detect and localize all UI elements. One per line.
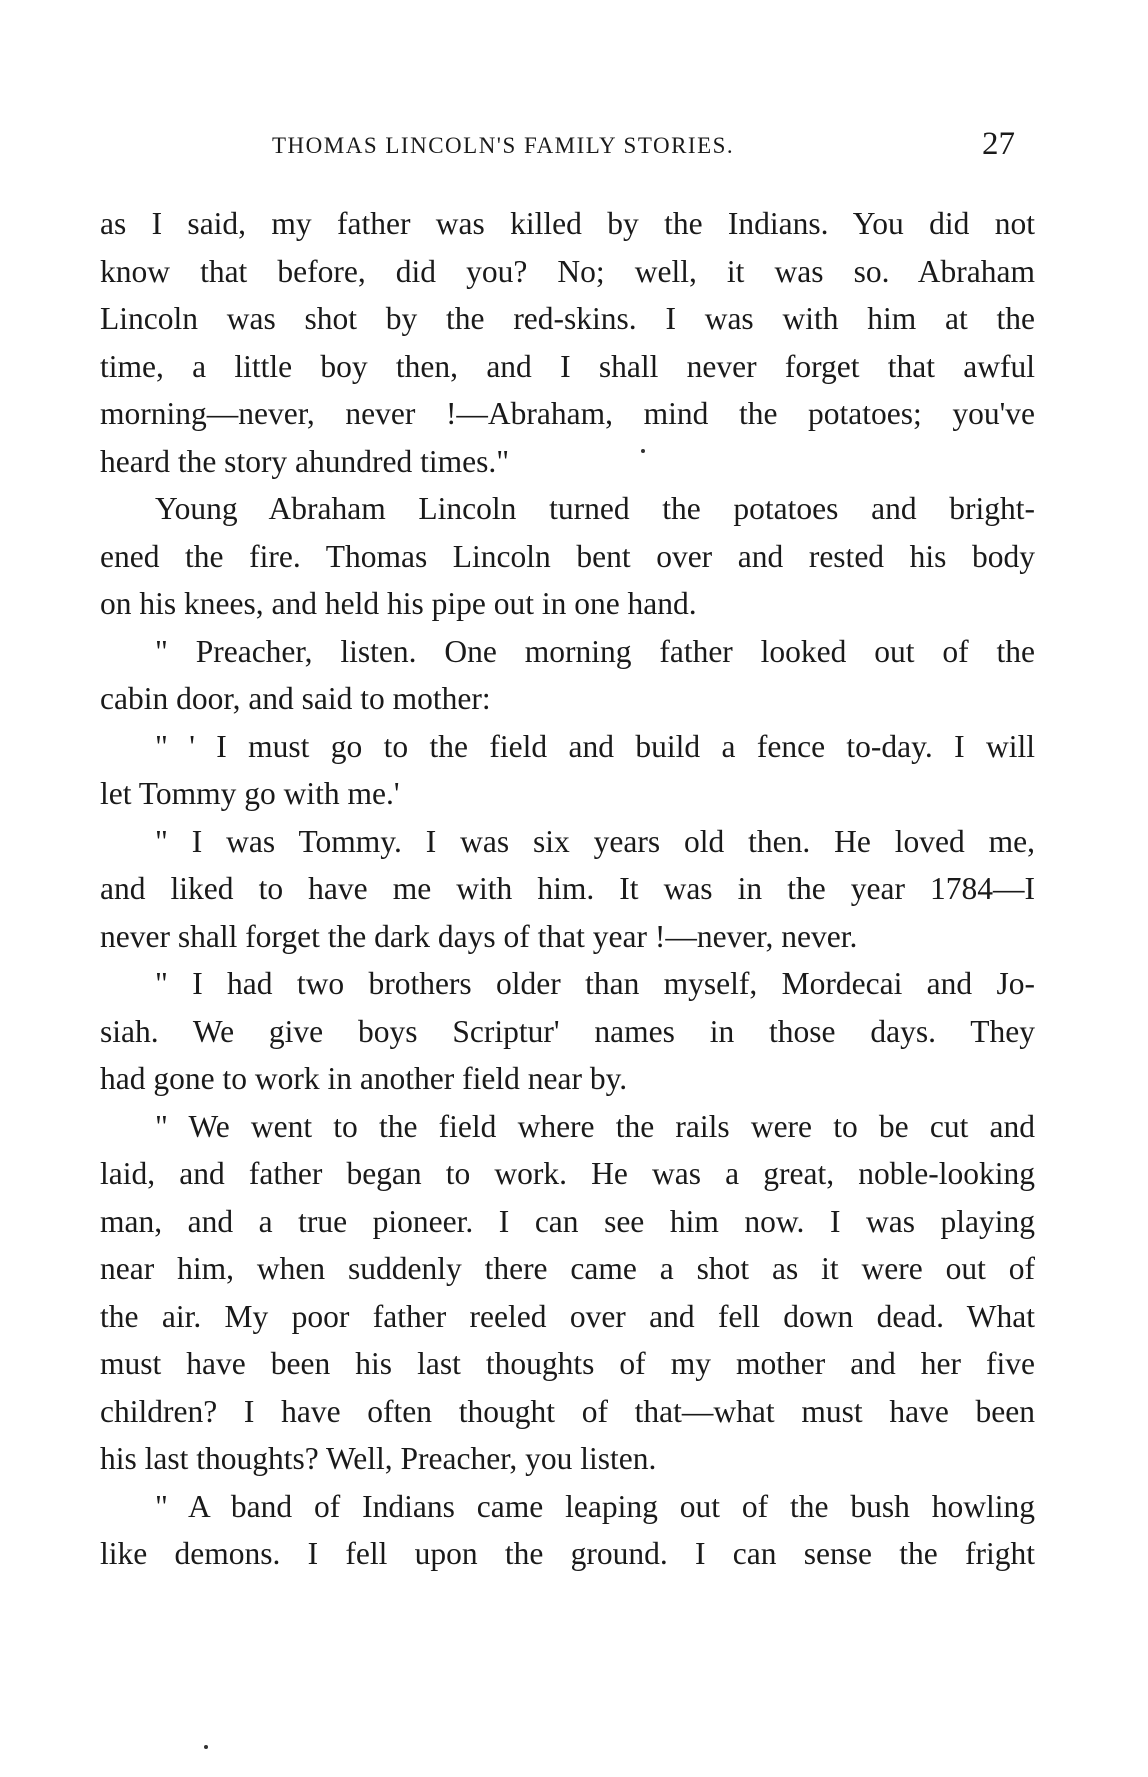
text-line: time, a little boy then, and I shall never forget that awful xyxy=(100,348,1035,384)
text-line: the air. My poor father reeled over and fell down dead. What xyxy=(100,1298,1035,1334)
text-line: " Preacher, listen. One morning father looked out of the xyxy=(155,633,1035,669)
text-line: as I said, my father was killed by the Indians. You did not xyxy=(100,206,1035,241)
print-speck xyxy=(641,449,645,453)
text-line: man, and a true pioneer. I can see him now. I was playing xyxy=(100,1203,1035,1239)
text-line: laid, and father began to work. He was a great, noble-looking xyxy=(100,1156,1035,1191)
text-line: must have been his last thoughts of my mother and her five xyxy=(100,1346,1035,1381)
text-line: ened the fire. Thomas Lincoln bent over and rested his body xyxy=(100,538,1035,574)
text-line: " I had two brothers older than myself, Mordecai and Jo- xyxy=(155,966,1035,1001)
text-line: had gone to work in another field near by. xyxy=(100,1061,628,1096)
text-line: " ' I must go to the field and build a fence to-day. I will xyxy=(155,728,1035,764)
text-line: know that before, did you? No; well, it was so. Abraham xyxy=(100,253,1035,289)
text-line: " A band of Indians came leaping out of the bush howling xyxy=(155,1488,1035,1524)
page-number: 27 xyxy=(982,126,1015,162)
text-line: near him, when suddenly there came a shot as it were out of xyxy=(100,1251,1035,1286)
body-text xyxy=(100,200,1035,1578)
text-line: Young Abraham Lincoln turned the potatoes and bright- xyxy=(155,491,1035,526)
text-line: like demons. I fell upon the ground. I can sense the fright xyxy=(100,1536,1035,1571)
text-line: heard the story ahundred times." xyxy=(100,443,510,479)
text-line: " I was Tommy. I was six years old then. He loved me, xyxy=(155,823,1035,859)
text-line: let Tommy go with me.' xyxy=(100,776,400,811)
print-speck xyxy=(204,1745,208,1749)
text-line: siah. We give boys Scriptur' names in those days. They xyxy=(100,1013,1035,1049)
text-line: morning—never, never !—Abraham, mind the potatoes; you've xyxy=(100,396,1035,431)
text-line: on his knees, and held his pipe out in one hand. xyxy=(100,586,697,621)
text-line: " We went to the field where the rails were to be cut and xyxy=(155,1108,1035,1144)
text-line: Lincoln was shot by the red-skins. I was with him at the xyxy=(100,301,1035,336)
text-line: and liked to have me with him. It was in the year 1784—I xyxy=(100,871,1035,906)
text-line: cabin door, and said to mother: xyxy=(100,681,491,716)
text-line: never shall forget the dark days of that year !—never, never. xyxy=(100,918,858,954)
text-line: children? I have often thought of that—what must have been xyxy=(100,1393,1035,1429)
text-line: his last thoughts? Well, Preacher, you listen. xyxy=(100,1441,657,1476)
running-head: THOMAS LINCOLN'S FAMILY STORIES. xyxy=(272,133,735,158)
